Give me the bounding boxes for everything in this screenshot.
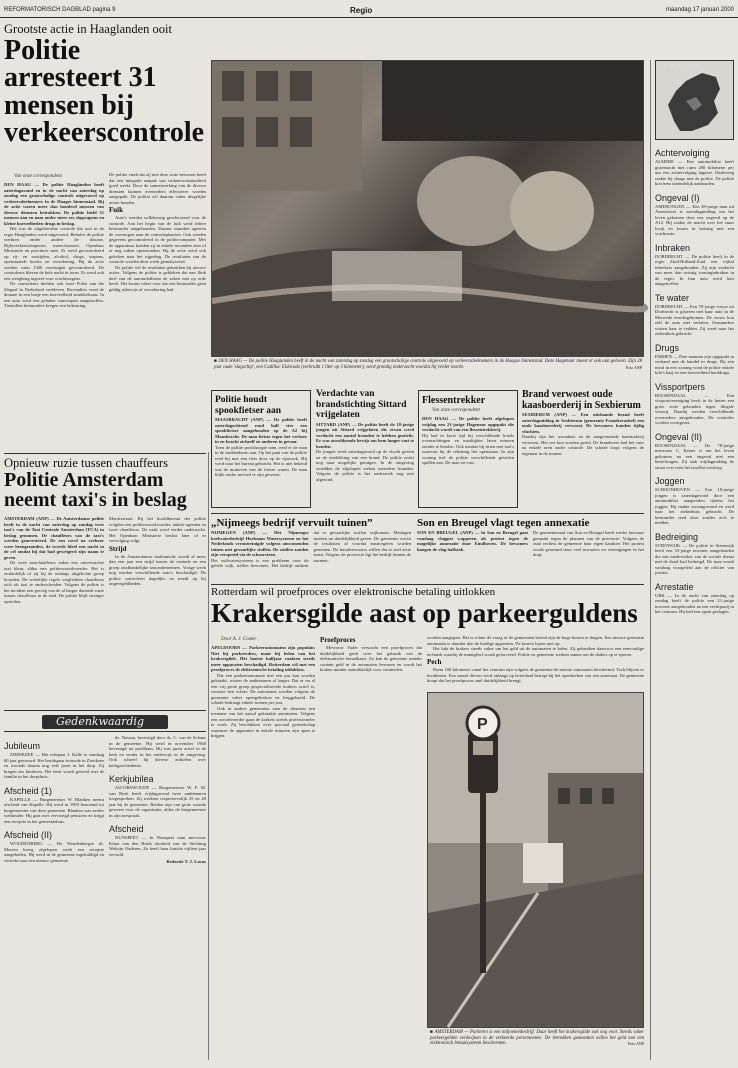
header-left: REFORMATORISCH DAGBLAD pagina 9	[4, 7, 116, 13]
sidebar-item: Ongeval (I) AMERONGEN — Een 49-jarige man uit Amersfoort is zaterdagmiddag om het leven gekomen door een ongeval op de A12. Hij raakte de macht over het stuur kwijt en kwam in botsing met een vrachtauto.	[655, 192, 734, 236]
sittard-lead: SITTARD (ANP) — De politie heeft de 18-jarige jongen uit Sittard vrijgelaten die ervan werd verdacht een aantal branden te hebben gesticht. Er was onvoldoende bewijs om hem langer vast te houden.	[316, 421, 414, 449]
nijmegen-article	[211, 516, 411, 582]
parkeer-body-6: Ruim 100 kilometer vanaf het centrum zijn volgens de gemeente de meeste automaten beschermd. Toch blijven er incidenten. Een aantal dieven werd onlangs op heterdaad betrapt bij het openbreken van een automaat. De gemeente hoopt dat het proefproces snel duidelijkheid brengt.	[427, 667, 644, 683]
breugel-headline: Son en Breugel vlagt tegen annexatie	[417, 517, 590, 529]
parkeer-article-heading	[211, 586, 644, 632]
main-headline: Politie arresteert 31 mensen bij verkeerscontrole	[4, 35, 205, 149]
gedenkwaardig-banner	[4, 710, 206, 732]
spookfietser-lead: MAASBRACHT (ANP) — De politie heeft zaterdagochtend rond half vier een spookfietser aangehouden op de A2 bij Maasbracht. De man fietste tegen het verkeer in en bracht zichzelf en anderen in gevaar.	[215, 417, 307, 444]
main-body-2: De controleurs hielden ook twee Polen aan die illegaal in Nederland verbleven. Bovendien vond de douane in een busje een hoeveelheid smokkelwaar. In een auto werd een geladen vuurwapen aangetroffen. Tientallen bestuurders kregen een bekeuring.	[4, 281, 104, 308]
camera-icon: ■	[214, 359, 219, 364]
parkeer-headline: Krakersgilde aast op parkeerguldens	[211, 598, 638, 628]
sidebar-item: Inbraken DORDRECHT — De politie heeft in de regio Zuid-Holland-Zuid een vijftal inbrekers aangehouden. Zij zijn verdacht van meer dan twintig woninginbraken in de regio. In hun auto werd buit aangetroffen.	[655, 242, 734, 286]
taxi-body-3: In de Amsterdamse taxibranche woedt al meer dan een jaar een strijd tussen de centrale en een groep onafhankelijke taxiondernemers. Vorige week nog werden verschillende auto's beschadigd. De politie controleert dagelijks en treedt op bij ongeregeldheden.	[109, 553, 206, 586]
left-column-divider	[208, 452, 209, 1060]
nijmegen-top-rule	[211, 513, 644, 514]
flessentrekker-headline: Flessentrekker	[422, 395, 486, 406]
main-col-1	[4, 172, 104, 437]
page-header	[0, 6, 738, 16]
parkeer-top-rule	[211, 584, 644, 585]
sittard-body: De jongen werd zaterdagavond op de vlucht gezien na de ontdekking van een brand. De politie zoekt nog naar mogelijke getuigen. In de omgeving woedden de afgelopen weken meerdere branden. Volgens de politie is het onderzoek nog niet afgerond.	[316, 449, 414, 482]
taxi-top-rule	[4, 453, 206, 454]
main-article	[4, 22, 205, 149]
flessentrekker-box	[418, 390, 518, 508]
taxi-kicker: Opnieuw ruzie tussen chauffeurs	[4, 456, 168, 470]
taxi-headline: Politie Amsterdam neemt taxi's in beslag	[4, 469, 187, 511]
sittard-article	[316, 388, 414, 510]
header-rule	[0, 17, 738, 18]
parkeer-body-4: worden aangepast. Het is echter de vraag of de gemeenten bereid zijn de hoge kosten te dragen. Een nieuwe generatie automaten is duurder dan de huidige apparaten. De kosten lopen snel op.	[427, 635, 644, 646]
main-byline: Van onze correspondent	[14, 174, 62, 179]
parkeer-col-3	[427, 635, 644, 689]
camera-icon: ■	[430, 1030, 435, 1035]
photo-police-check-caption: ■ DEN HAAG — De politie Haaglanden heeft in de nacht van zaterdag op zondag een grootschalige controle uitgevoerd op verkeersdeelnemers in de Haagse binnenstad. Deze Hagenaar moest er ook aan geloven. Zijn 28 jaar oude 'slagschip', een Cadillac Eldorado (verbruikt 1 liter op 3 kilometer), werd grondig onderzocht voordat hij verder mocht. Foto ANP	[214, 359, 642, 370]
main-body-3: De politie vindt dat zij met deze actie bewezen heeft dat een integrale aanpak van verkeerscriminaliteit goed werkt. Door de samenwerking van de diverse diensten kunnen overtreders effectiever worden aangepakt. De politie wil daarom vaker dergelijke acties houden.	[109, 172, 206, 205]
sidebar-item: Achtervolging ALMERE — Een automobilist heeft gisternacht met ruim 200 kilometer per uur een achtervolging ingezet. Onderweg raakte hij slaags met de politie. De politie kon hem uiteindelijk aanhouden.	[655, 148, 734, 186]
spookfietser-body: Toen de politie poolshoogte nam, reed er de man in de middenberm aan. Op het punt van de politie reed hij met een fiets door op de rijstrook. Hij werd naar het bureau gebracht. Het is niet bekend wat de motieven van de fietser waren. De man blijkt onder invloed te zijn geweest.	[215, 444, 307, 477]
parkeer-subhead-proefproces: Proefproces	[320, 636, 356, 644]
flessentrekker-byline: Van onze correspondent	[432, 408, 480, 413]
main-body-5: De politie wil de resultaten gebruiken bij nieuwe acties. Volgens de politie is gebleken dat een flink deel van de automobilisten de zaken niet op orde heeft. Het kwam vaker voor dat een bestuurder geen geldig rijbewijs of verzekering had.	[109, 264, 206, 292]
parkeer-body-1: Dat een parkeerautomaat met een pas kan worden gekraakt, wisten de ambtenaren al langer. Dat er nu al een vrij grote groep gespecialiseerde krakers actief is, verraste hen echter. De automaten worden volgens de gemeente vaker opengebroken en leeggehaald. De schade bedraagt enkele tonnen per jaar.	[211, 672, 315, 705]
parkeer-col-2	[320, 635, 422, 1060]
photo-police-check-image	[212, 61, 643, 356]
photo-police-check	[211, 60, 644, 357]
photo-credit: Foto ANP	[627, 1041, 644, 1047]
parkeer-byline: Door A. J. Coster	[221, 637, 257, 642]
sittard-headline: Verdachte van brandstichting Sittard vrijgelaten	[316, 389, 407, 420]
spookfietser-box	[211, 390, 311, 508]
sidebar-item: Vissportpers ROOSENDAAL — Een vissportvereniging heeft in de haven een grote actie gehouden tegen illegale visserij. Daarbij werden verschillende overtreders aangehouden. De controles worden voortgezet.	[655, 381, 734, 425]
main-col-2	[109, 172, 206, 437]
parking-sign-glyph: P	[477, 716, 488, 733]
main-lead: DEN HAAG — De politie Haaglanden heeft zaterdagavond en in de nacht van zaterdag op zondag een grootschalige controle uitgevoerd op verkeersdeelnemers in de Haagse binnenstad. Bij de actie waren meer dan honderd mensen van diverse diensten betrokken. De politie hield 31 mensen aan en nam onder meer zes slagwapens en kleine hoeveelheden drugs in beslag.	[4, 182, 104, 226]
taxi-body-2: Marnixstraat. Bij het hoofdbureau der politie volgden een politiewoordvoerder, enkele agenten en twee chauffeurs. De zaak werd verder onderzocht. Het Openbaar Ministerie beslist later of er vervolging volgt.	[109, 516, 206, 543]
parkeer-col-1	[211, 635, 315, 1060]
header-section: Regio	[350, 6, 373, 15]
taxi-article	[4, 456, 206, 514]
sidebar-item: Bedreiging STEENWIJK — De politie in Steenwijk heeft een 35-jarige inwoner aangehouden die een medewerker van de sociale dienst met de dood had bedreigd. De man wordt vandaag voorgeleid aan de officier van justitie.	[655, 531, 734, 575]
sidebar-news	[655, 142, 734, 1062]
sidebar-item: Joggen SCHOONHOVEN — Een 18-jarige jongen is zaterdagavond door een automobilist aangereden tijdens het joggen. Hij raakte zwaargewond en werd naar het ziekenhuis gebracht. De bestuurder reed door zonder zich te melden.	[655, 476, 734, 525]
nijmegen-lead: NIJMEGEN (ANP) — Het Nijmeegse koelwaterbedrijf Hoekman Watersysteem en het Nederlands verontreinigde volgens omwonenden tuinen met gevaarlijke stoffen. De stoffen zouden zijn verspreid via de schoorsteen.	[211, 530, 309, 557]
flessentrekker-lead: DEN HAAG — De politie heeft afgelopen vrijdag een 21-jarige Hagenaar opgepakt die verdacht wordt van een flessentrekkerij.	[422, 416, 514, 432]
gedenk-col-2: ds. Nassau, bevestigd door ds. C. van de Schans in de gemeente. Hij werd in november 1960 bevestigd tot predikant. Hij was jaren actief in de kerk en verder in het onderwijs in de omgeving. Ook schreef hij diverse artikelen over kerkgeschiedenis. Kerkjubilea JACOBSWOUDE — Burgemeester W. F. M. van Beek heeft vrijdagavond twee ambtenaren toegesproken. Zij werkten respectievelijk 25 en 40 jaar bij de gemeente. Beiden zijn van grote waarde geweest voor de organisatie, aldus de burgemeester in zijn toespraak. Afscheid NUNSPEET — In Nunspeet nam mevrouw Klaas van den Brink afscheid van de Stichting Welzijn Ouderen. Ze heeft haar functie vijftien jaar vervuld. Redactie T. J. Lucas	[109, 735, 206, 864]
taxi-lead: AMSTERDAM (ANP) — De Amsterdamse politie heeft in de nacht van zaterdag op zondag twee taxi's van de Taxi Centrale Amsterdam (TCA) in beslag genomen. De chauffeurs van de taxi's werden gearresteerd. De een werd na verhoor weer heengezonden, de tweede bleef een nacht in de cel omdat hij dat had geweigerd zijn naam te geven.	[4, 516, 104, 560]
gedenk-col-1: Jubileum ZIERIKZEE — Het echtpaar J. Kalle is vandaag 60 jaar getrouwd. Het bruidspaar trouwde in Zierikzee en woonde daarna nog vele jaren in het dorp. Zij kregen zes kinderen. Het feest wordt gevierd met de familie in het dorpshuis. Afscheid (1) KAPELLE — Burgemeester W. Blanken neemt afscheid van Kapelle. Hij werd in 1983 benoemd tot burgemeester van deze gemeente. Blanken was eerder wethouder. Hij gaat met vervroegd pensioen en krijgt een receptie in het gemeentehuis. Afscheid (II) WOUDENBERG — De Woudenbergse ds. Morren kreeg afgelopen week een receptie aangeboden. Hij werd in de gemeente ingehuldigd en vertrekt naar een nieuwe gemeente.	[4, 741, 105, 863]
regio-map-box	[655, 60, 734, 140]
sexbierum-article	[522, 388, 644, 510]
sidebar-item: Ongeval (II) ROOSENDAAL — De 78-jarige mevrouw C. Keizer is om het leven gekomen na een ongeval met een bestelwagen. Zij stak vrijdagmiddag de straat over toen het noodlot toesloeg.	[655, 431, 734, 470]
breugel-article	[417, 516, 644, 582]
taxi-subhead-strijd: Strijd	[109, 544, 127, 553]
parkeer-lead: APELDOORN — Parkeerautomaten zijn populair. Niet bij parkeerders, maar bij leden van het krakersgilde. Het laatste halfjaar raakten steeds meer apparaten beschadigd. Rotterdam wil met een proefproces de elektronische betaling uitlokken.	[211, 645, 315, 672]
parkeer-kicker: Rotterdam wil proefproces over elektronische betaling uitlokken	[211, 586, 496, 598]
main-body-4: Auto's werden willekeurig geselecteerd voor de controle. Aan het begin van de fuik werd iedere bestuurder aangehouden. Daarna stuurden agenten de voertuigen naar de controleplaatsen. Ook werden gegevens gecontroleerd in de politiecomputer. Met de apparatuur konden zij in enkele seconden zien of er nog zaken openstonden. Bij de actie werd ook gekeken naar het rijgedrag. De resultaten van de controle worden deze week geanalyseerd.	[109, 215, 206, 264]
regio-map-label: REGIO	[670, 64, 703, 71]
flessentrekker-body: Hij had in korte tijd bij verschillende hotels overnachtingen en maaltijden laten noteren zonder te betalen. Ook maakte hij ritten met taxi's waarvan hij de rekening liet openstaan. In zijn woning trof de politie verschillende gestolen spullen aan. De man zit vast.	[422, 432, 514, 465]
main-body-1: Het was de uitgebreidste controle die ooit in de regio Haaglanden werd uitgevoerd. Behalve de politie werkten onder andere de douane, Rijksverkeersinspectie, marechaussee, Openbaar Ministerie en provincie mee. Er werd gecontroleerd op rij- en rusttijden, alcohol, drugs, wapens, openstaande boetes en verzekering. Bij de actie werden ruim 1300 voertuigen gecontroleerd. De controleurs bleven de hele nacht in touw. Er werd ook een weegbrug ingezet voor vrachtwagens.	[4, 226, 104, 281]
sidebar-item: Drugs EMMEN — Drie mannen zijn opgepakt in verband met de handel in drugs. Bij een inval in een woning vond de politie enkele kilo's hasj en een hoeveelheid harddrugs.	[655, 342, 734, 375]
photo-parking-meter-caption: ■ AMSTERDAM — Parkeren is een miljoenenbedrijf. Daar heeft het krakersgilde ook oog voor. Steeds vaker parkeergelden verdwijnen in de verkeerde portemonnee. De betrokken gemeenten willen het geld met een elektronisch betaalsysteem beschermen. Foto ANP	[430, 1030, 644, 1047]
parkeer-subhead-pech: Pech	[427, 658, 442, 666]
sidebar-divider	[650, 60, 651, 1060]
parkeer-body-2: Ook in andere gemeenten zien de diensten een toename van het aantal gekraakte automaten. Volgens een woordvoerder gaan de krakers steeds professioneler te werk. Zij beschikken over speciaal gereedschap waarmee de apparaten in enkele minuten zijn open te krijgen.	[211, 705, 315, 738]
sidebar-item: Arrestatie URK — In de nacht van zaterdag op zondag heeft de politie een 21-jarige inwoner aangehouden na een vechtpartij in het centrum. Hij had een agent geslagen.	[655, 581, 734, 614]
netherlands-map-icon	[656, 61, 733, 139]
spookfietser-headline: Politie houdt spookfietser aan	[215, 395, 282, 416]
sexbierum-lead: SEXBIERUM (ANP) — Een uitslaande brand heeft zaterdagmiddag in Sexbierum (gemeente Franekeradeel) een oude kaasboerderij verwoest. De bewoners konden tijdig vluchten.	[522, 412, 644, 434]
nijmegen-body: Het vuilwatersysteem is een probleem voor de gehele wijk, stellen bewoners. Het bedrijf ontkent dat er gevaarlijke stoffen vrijkomen. Metingen moeten nu duidelijkheid geven. De gemeente wacht de resultaten af voordat maatregelen worden genomen. De buurtbewoners willen dat er snel actie komt. Volgens de provincie ligt het bedrijf binnen de normen.	[211, 530, 411, 568]
taxi-col-1	[4, 516, 104, 704]
photo-parking-meter	[427, 692, 644, 1028]
photo-parking-meter-image	[428, 693, 643, 1027]
taxi-body-1: De twee taxichauffeurs reden een onverwachte taxi kleur, aldus een politiewoordvoerder. Het is onduidelijk of zij bij de onlangs uitgelichte groep hoorden. De wettelijke regels verplichten chauffeurs zich als taxi te onderscheiden. Volgens de politie is het incident een gevolg van de al langer durende ruzie tussen chauffeurs in de stad. De politie blijft strenger optreden.	[4, 560, 104, 604]
parkeer-body-5: Het lukt de krakers steeds vaker om het geld uit de automaten te halen. Zij gebruiken daarvoor een eenvoudige techniek waarbij de muntgleuf wordt geforceerd. Politie en gemeente werken samen om de daders op te sporen.	[427, 646, 644, 657]
breugel-body: De gemeenteraad van Son en Breugel heeft eerder bezwaar gemaakt tegen de plannen van de provincie. Volgens de raad verliest de gemeente haar eigen karakter. Het protest wordt gesteund door veel inwoners en verenigingen in het dorp.	[533, 530, 644, 557]
parkeer-body-3: Mevrouw Vader verwacht een proefproces dat duidelijkheid geeft over het gebruik van de elektronische betaalkaart. Zo kan de gemeente minder contant geld in de automaten bewaren en wordt het kraken minder aantrekkelijk voor criminelen.	[320, 645, 422, 672]
taxi-col-2	[109, 516, 206, 704]
gedenk-credit: Redactie T. J. Lucas	[166, 859, 206, 864]
gedenkwaardig-title: Gedenkwaardig	[56, 715, 144, 728]
header-date: maandag 17 januari 2000	[665, 7, 734, 13]
sidebar-item: Te water DORDRECHT — Een 78-jarige vrouw uit Dordrecht is gisteren met haar auto in de Merwede terechtgekomen. De vrouw kon zelf de auto niet verlaten. Omstanders wisten haar te redden. Zij werd naar het ziekenhuis gebracht.	[655, 292, 734, 336]
main-subhead-fuik: Fuik	[109, 206, 124, 214]
sexbierum-headline: Brand verwoest oude kaasboerderij in Sexbierum	[522, 389, 641, 411]
photo-credit: Foto ANP	[625, 364, 642, 370]
nijmegen-headline: „Nijmeegs bedrijf vervuilt tuinen”	[211, 517, 373, 529]
sexbierum-body: Daarbij zijn het woonhuis en de aangrenzende kaasmakerij verwoest. Het vee kon worden gered. De brandweer had het vuur na enkele uren onder controle. De schade loopt volgens de eigenaar in de tonnen.	[522, 434, 644, 456]
main-kicker: Grootste actie in Haaglanden ooit	[4, 22, 172, 36]
breugel-lead: SON EN BREUGEL (ANP) — In Son en Breugel gaat vandaag vlaggen wapperen als protest tegen de mogelijke annexatie door Eindhoven. De bewoners hangen de vlag halfstok.	[417, 530, 528, 552]
